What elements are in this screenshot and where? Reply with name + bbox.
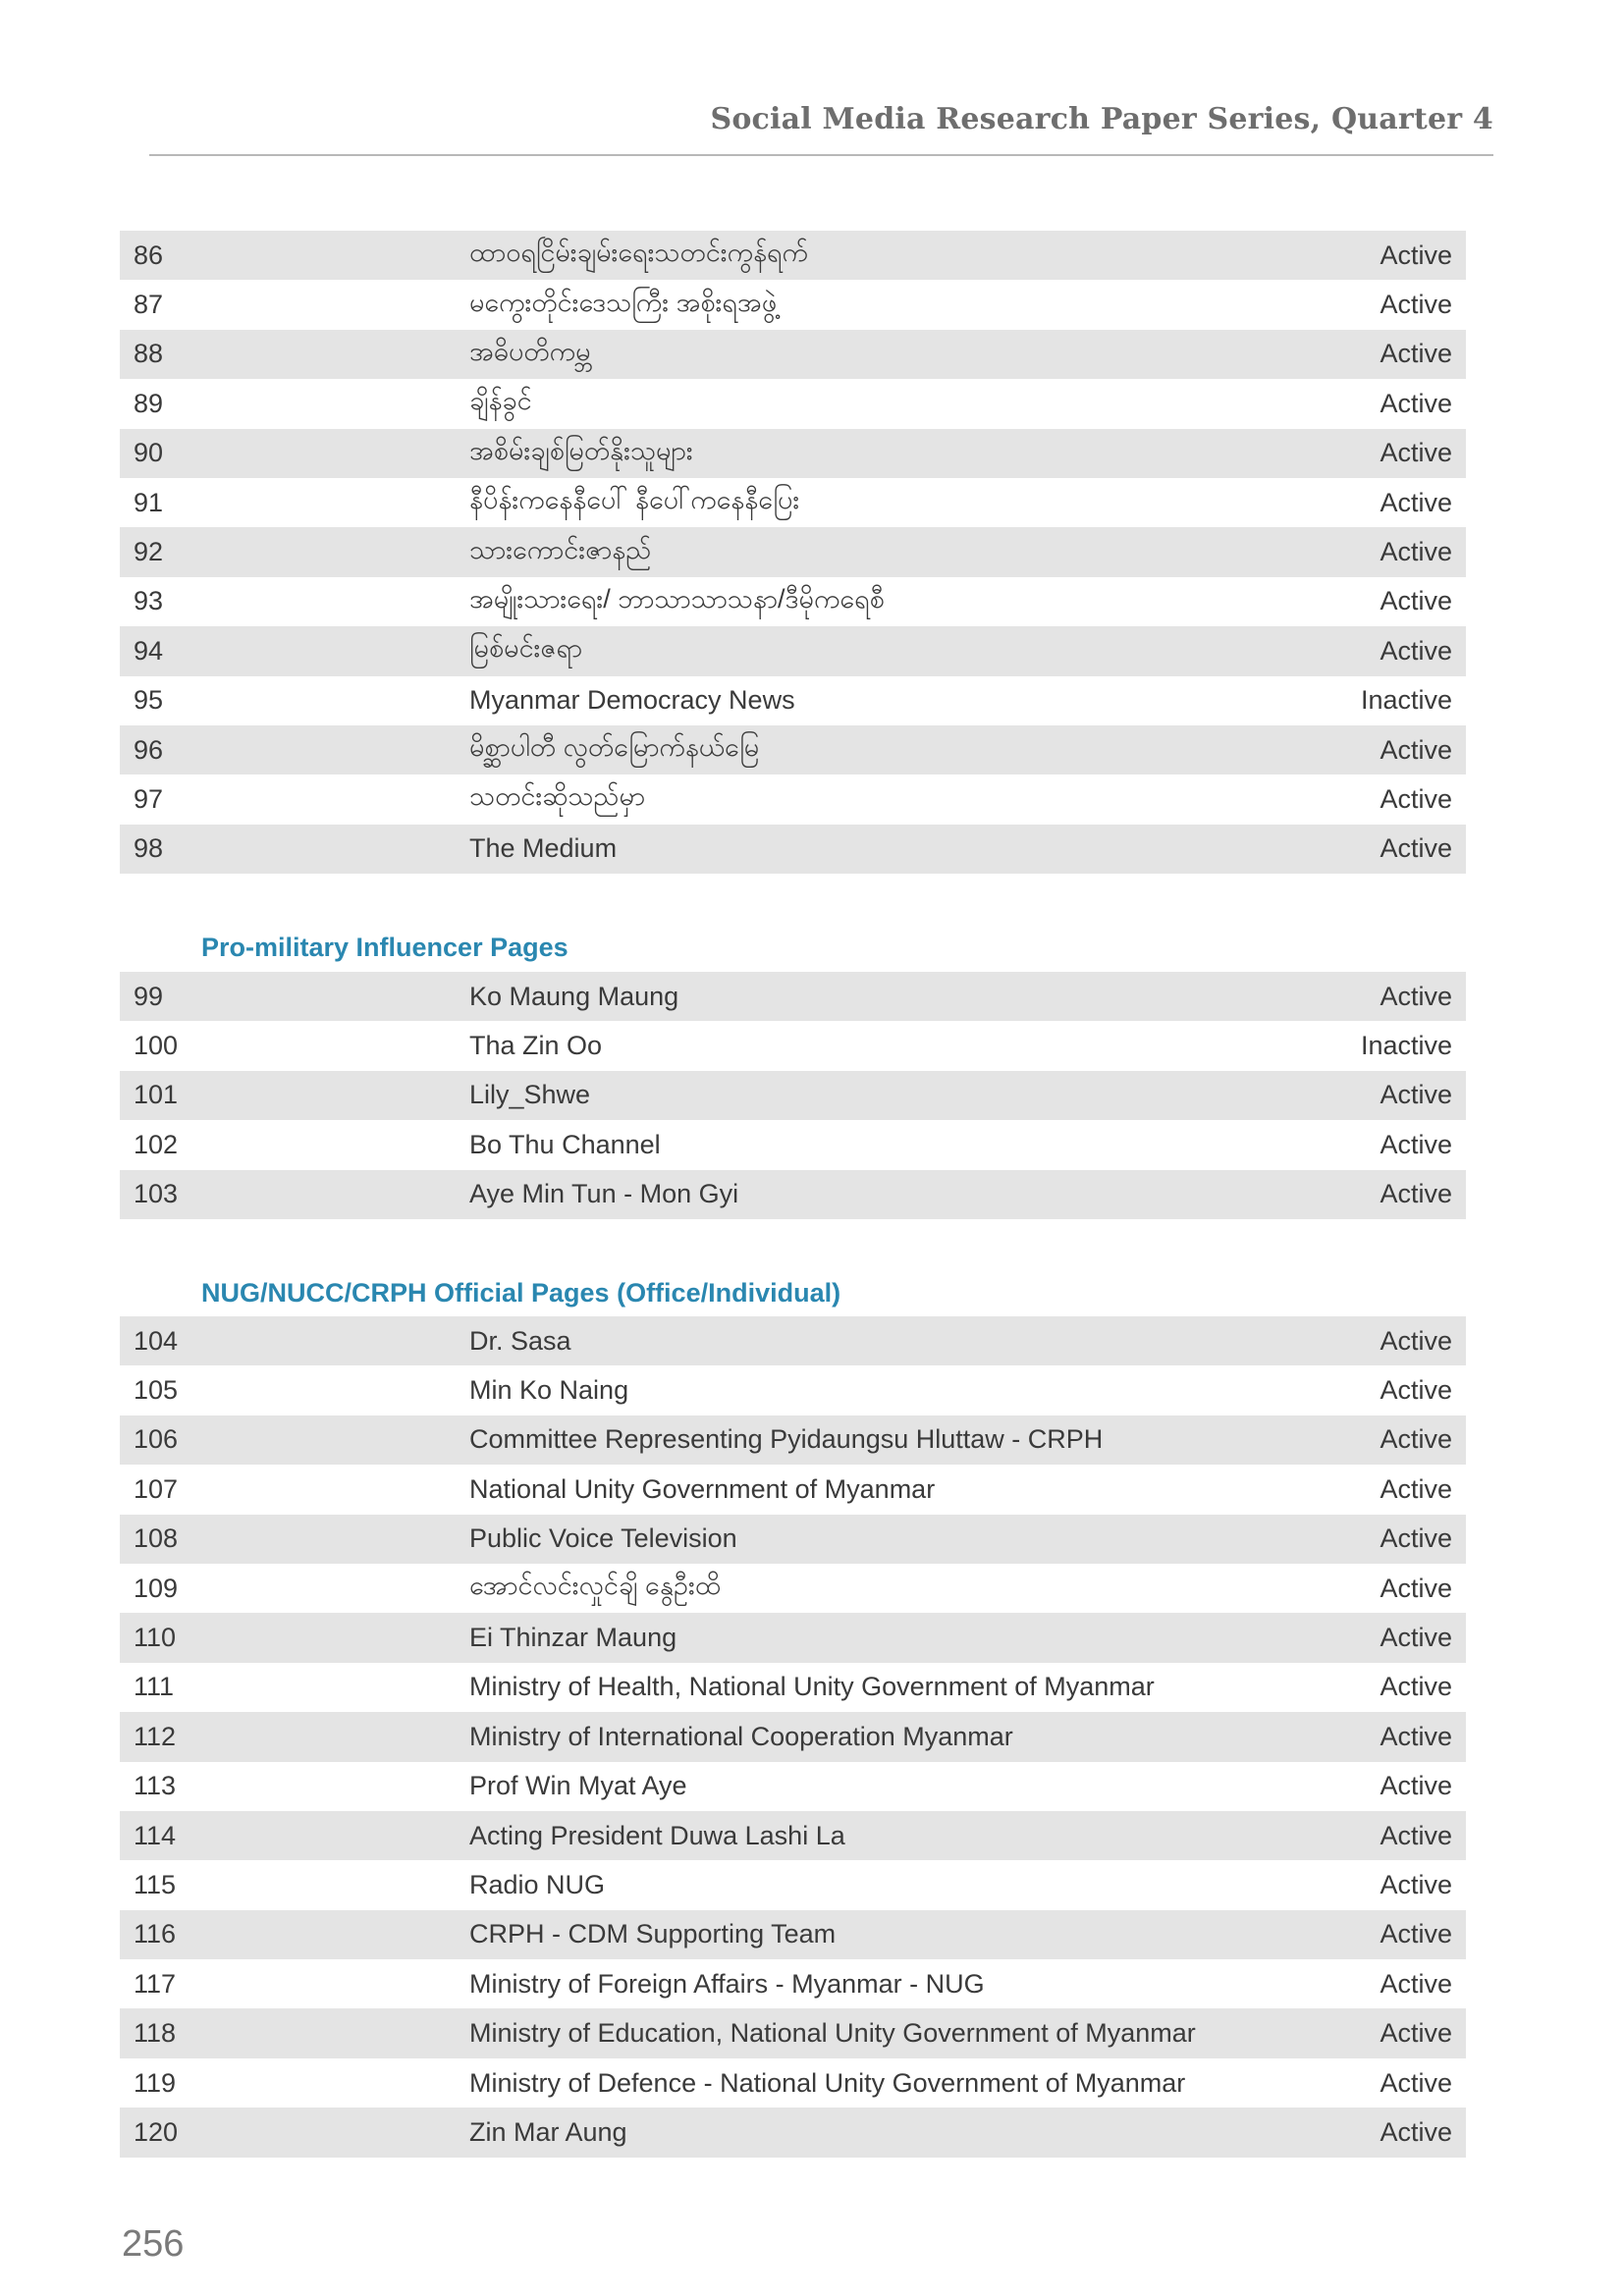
page-name: Tha Zin Oo (469, 1031, 603, 1061)
row-number: 99 (134, 981, 164, 1011)
page-number: 256 (122, 2223, 185, 2265)
table-row (120, 1564, 1466, 1613)
page-name: Bo Thu Channel (469, 1129, 661, 1159)
row-number: 94 (134, 635, 164, 666)
table-row (120, 725, 1466, 774)
row-number: 90 (134, 438, 164, 468)
row-number: 95 (134, 685, 164, 716)
status-text: Active (1380, 1968, 1452, 1999)
table-row (120, 774, 1466, 824)
table-row (120, 2108, 1466, 2157)
table-row (120, 1071, 1466, 1120)
table-row (120, 1120, 1466, 1169)
row-number: 89 (134, 388, 164, 418)
row-number: 102 (134, 1129, 179, 1159)
status-text: Active (1380, 1820, 1452, 1850)
pages-table-pro-military (120, 972, 1466, 1219)
table-row (120, 1910, 1466, 1959)
page-name: Myanmar Democracy News (469, 685, 795, 716)
table-row (120, 1021, 1466, 1070)
pages-table-1 (120, 231, 1466, 874)
page-name: နီပိန်းကနေနီပေါ် နီပေါ်ကနေနီပြေး (469, 485, 800, 515)
row-number: 117 (134, 1968, 177, 1999)
section-heading-nug: NUG/NUCC/CRPH Official Pages (Office/Individual) (201, 1278, 841, 1308)
status-text: Active (1380, 1869, 1452, 1899)
status-text: Active (1380, 1721, 1452, 1751)
page-name: အောင်လင်းလှုင်ချိ နွေဦးထိ (469, 1571, 721, 1601)
row-number: 120 (134, 2116, 179, 2147)
page-name: Aye Min Tun - Mon Gyi (469, 1179, 739, 1209)
row-number: 92 (134, 537, 164, 567)
page-name: သတင်းဆိုသည်မှာ (469, 781, 646, 812)
status-text: Active (1380, 2116, 1452, 2147)
status-text: Active (1380, 833, 1452, 864)
page-name: Zin Mar Aung (469, 2116, 627, 2147)
table-row (120, 1663, 1466, 1712)
table-row (120, 577, 1466, 626)
row-number: 119 (134, 2067, 177, 2098)
page-name: Ministry of Health, National Unity Government of Myanmar (469, 1672, 1155, 1702)
row-number: 96 (134, 734, 164, 765)
page-name: ချိန်ခွင် (469, 386, 532, 416)
page-name: CRPH - CDM Supporting Team (469, 1919, 837, 1949)
table-row (120, 626, 1466, 675)
page-name: Lily_Shwe (469, 1080, 591, 1110)
page-name: Ministry of International Cooperation Myanmar (469, 1721, 1013, 1751)
table-row (120, 527, 1466, 576)
status-text: Active (1380, 290, 1452, 320)
page-name: Ministry of Foreign Affairs - Myanmar - NUG (469, 1968, 985, 1999)
row-number: 105 (134, 1375, 179, 1406)
table-row (120, 1415, 1466, 1465)
page-name: Prof Win Myat Aye (469, 1771, 687, 1801)
row-number: 108 (134, 1523, 179, 1554)
page-name: အစိမ်းချစ်မြတ်နိုးသူများ (469, 435, 693, 465)
row-number: 91 (134, 487, 164, 517)
table-row (120, 1515, 1466, 1564)
row-number: 116 (134, 1919, 177, 1949)
table-row (120, 2008, 1466, 2057)
row-number: 98 (134, 833, 164, 864)
page-name: Public Voice Television (469, 1523, 737, 1554)
table-row (120, 1860, 1466, 1909)
table-row (120, 1316, 1466, 1365)
page-name: မိစ္ဆာပါတီ လွတ်မြောက်နယ်မြေ (469, 732, 760, 763)
page-name: မကွေးတိုင်းဒေသကြီး အစိုးရအဖွဲ့ (469, 287, 778, 317)
page-name: Ei Thinzar Maung (469, 1623, 677, 1653)
status-text: Active (1380, 537, 1452, 567)
row-number: 104 (134, 1325, 179, 1356)
row-number: 88 (134, 339, 164, 369)
page-name: Committee Representing Pyidaungsu Hluttaw - CRPH (469, 1424, 1104, 1455)
status-text: Active (1380, 586, 1452, 616)
status-text: Active (1380, 1672, 1452, 1702)
page-name: Ko Maung Maung (469, 981, 679, 1011)
page-name: Ministry of Education, National Unity Government of Myanmar (469, 2018, 1196, 2049)
table-row (120, 1762, 1466, 1811)
row-number: 107 (134, 1473, 179, 1504)
pages-table-nug (120, 1316, 1466, 2158)
table-row (120, 1465, 1466, 1514)
status-text: Active (1380, 2067, 1452, 2098)
status-text: Active (1380, 487, 1452, 517)
status-text: Active (1380, 783, 1452, 814)
page-name: Radio NUG (469, 1869, 606, 1899)
table-row (120, 379, 1466, 428)
table-row (120, 429, 1466, 478)
row-number: 115 (134, 1869, 177, 1899)
status-text: Active (1380, 981, 1452, 1011)
page-name: Ministry of Defence - National Unity Government of Myanmar (469, 2067, 1186, 2098)
status-text: Active (1380, 1080, 1452, 1110)
row-number: 101 (134, 1080, 179, 1110)
section-heading-pro-military: Pro-military Influencer Pages (201, 933, 568, 962)
header-divider (149, 154, 1493, 156)
table-row (120, 1712, 1466, 1761)
table-row (120, 1959, 1466, 2008)
table-row (120, 1613, 1466, 1662)
row-number: 118 (134, 2018, 177, 2049)
row-number: 103 (134, 1179, 179, 1209)
table-row (120, 972, 1466, 1021)
table-row (120, 330, 1466, 379)
page-name: Dr. Sasa (469, 1325, 571, 1356)
status-text: Active (1380, 1325, 1452, 1356)
row-number: 111 (134, 1672, 175, 1702)
status-text: Active (1380, 1424, 1452, 1455)
status-text: Active (1380, 635, 1452, 666)
page-name: မြစ်မင်းဇရာ (469, 633, 583, 664)
row-number: 113 (134, 1771, 177, 1801)
status-text: Active (1380, 1179, 1452, 1209)
table-row (120, 825, 1466, 874)
table-row (120, 280, 1466, 329)
status-text: Active (1380, 1523, 1452, 1554)
status-text: Active (1380, 1623, 1452, 1653)
row-number: 106 (134, 1424, 179, 1455)
table-row (120, 1811, 1466, 1860)
status-text: Active (1380, 1771, 1452, 1801)
status-text: Active (1380, 388, 1452, 418)
row-number: 110 (134, 1623, 177, 1653)
status-text: Inactive (1360, 1031, 1452, 1061)
page-name: National Unity Government of Myanmar (469, 1473, 936, 1504)
status-text: Active (1380, 1473, 1452, 1504)
status-text: Active (1380, 1129, 1452, 1159)
table-row (120, 1170, 1466, 1219)
status-text: Active (1380, 2018, 1452, 2049)
row-number: 109 (134, 1573, 179, 1603)
row-number: 86 (134, 240, 164, 270)
page-name: အမျိုးသားရေး/ ဘာသာသာသနာ/ဒီမိုကရေစီ (469, 583, 885, 614)
running-header: Social Media Research Paper Series, Quarter 4 (710, 102, 1493, 136)
row-number: 87 (134, 290, 164, 320)
page-name: ထာဝရငြိမ်းချမ်းရေးသတင်းကွန်ရက် (469, 238, 808, 268)
status-text: Active (1380, 240, 1452, 270)
table-row (120, 231, 1466, 280)
status-text: Inactive (1360, 685, 1452, 716)
status-text: Active (1380, 339, 1452, 369)
table-row (120, 478, 1466, 527)
status-text: Active (1380, 1375, 1452, 1406)
row-number: 97 (134, 783, 164, 814)
row-number: 100 (134, 1031, 179, 1061)
status-text: Active (1380, 1919, 1452, 1949)
table-row (120, 2058, 1466, 2108)
status-text: Active (1380, 734, 1452, 765)
page-name: အဓိပတိကမ္ဘ (469, 336, 591, 366)
status-text: Active (1380, 1573, 1452, 1603)
table-row (120, 1365, 1466, 1415)
table-row (120, 676, 1466, 725)
page-name: Min Ko Naing (469, 1375, 629, 1406)
page-name: သားကောင်းဇာနည် (469, 534, 652, 564)
status-text: Active (1380, 438, 1452, 468)
page-name: The Medium (469, 833, 618, 864)
row-number: 112 (134, 1721, 177, 1751)
row-number: 114 (134, 1820, 177, 1850)
row-number: 93 (134, 586, 164, 616)
page-name: Acting President Duwa Lashi La (469, 1820, 845, 1850)
